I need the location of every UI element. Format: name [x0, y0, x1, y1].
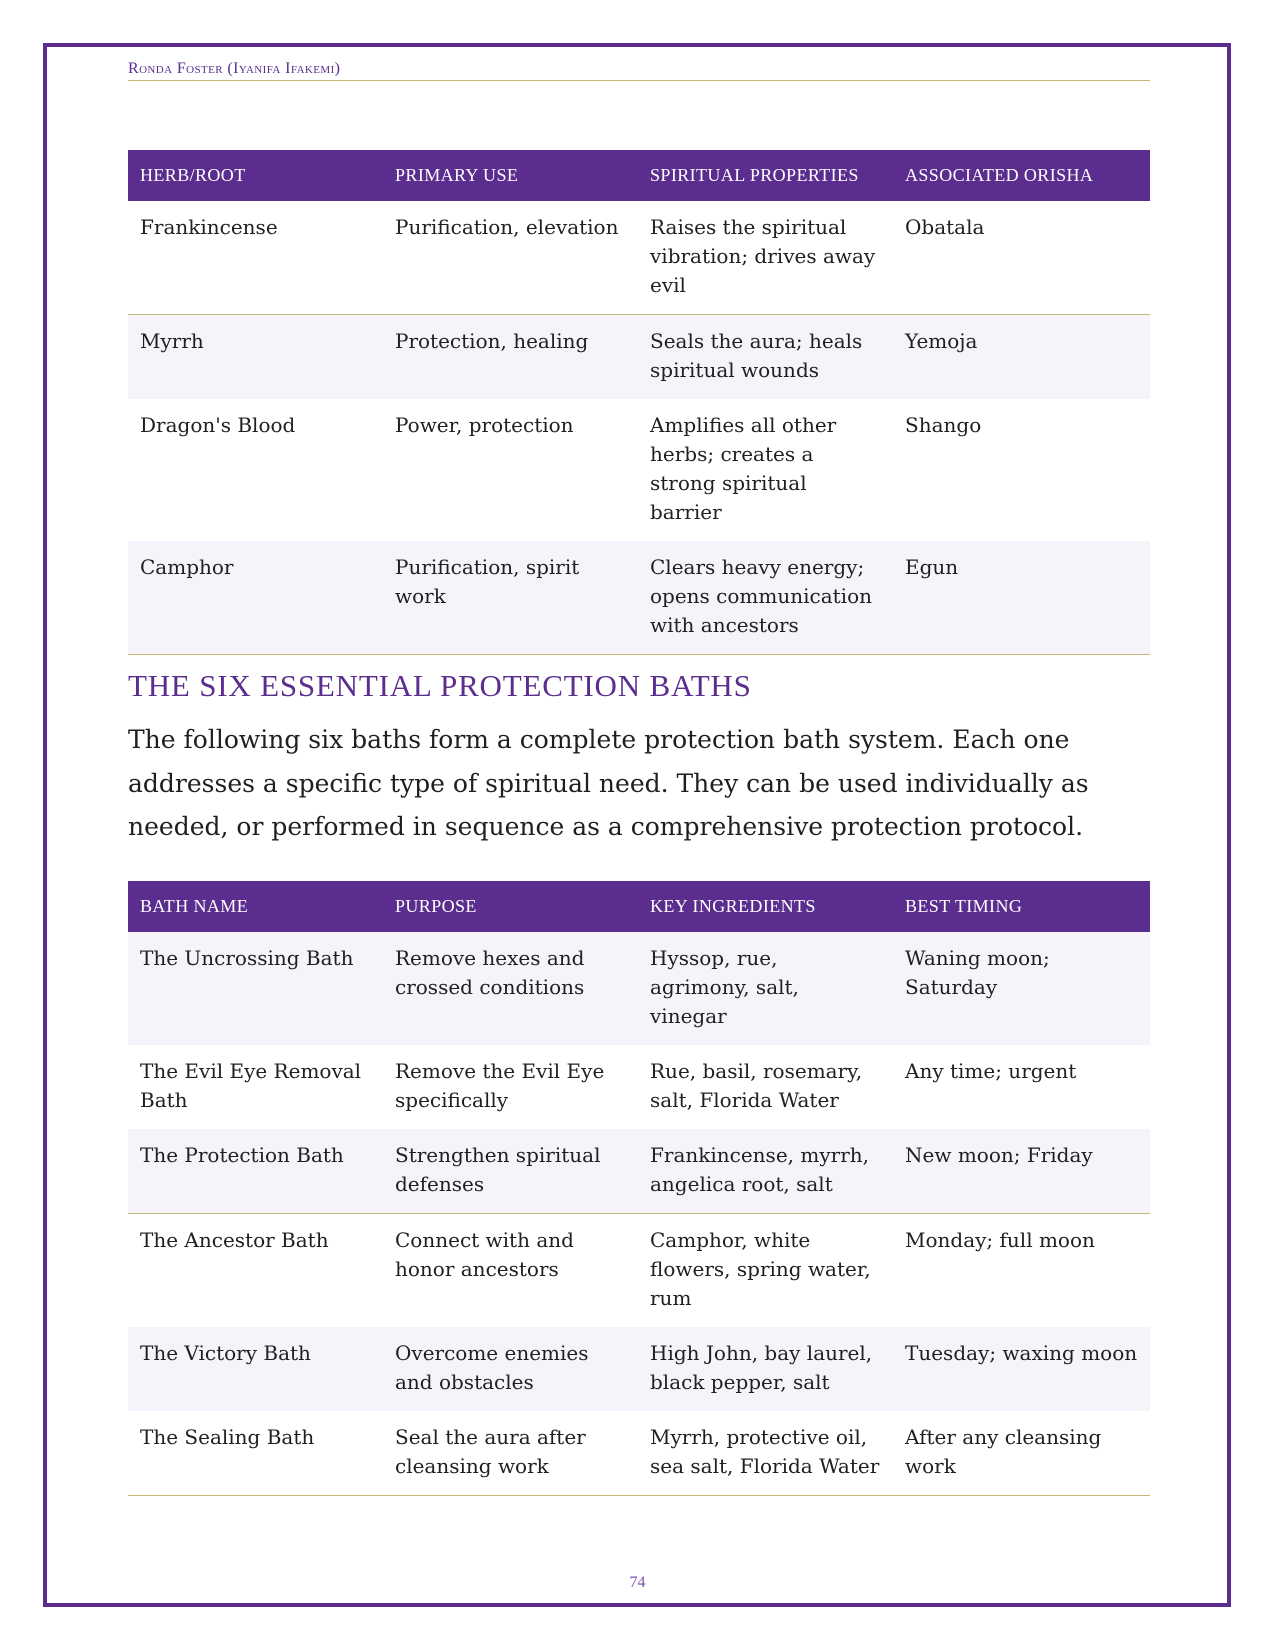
table-cell: The Sealing Bath — [128, 1411, 383, 1496]
table-row — [128, 1411, 1150, 1496]
table-cell: Frankincense — [128, 201, 383, 315]
table-cell: Rue, basil, rosemary, salt, Florida Water — [650, 1059, 863, 1112]
table-cell: New moon; Friday — [893, 1129, 1150, 1214]
table-row — [128, 1327, 1150, 1411]
table-cell: Purification, elevation — [383, 201, 638, 315]
table-cell: Seal the aura after cleansing work — [383, 1411, 638, 1496]
table-cell: Purification, spirit work — [383, 541, 638, 655]
table-row — [128, 932, 1150, 1045]
table-cell: Camphor, white flowers, spring water, rum — [650, 1228, 871, 1310]
table-cell: Obatala — [893, 201, 1150, 315]
column-header-bath-name: BATH NAME — [128, 881, 383, 932]
table-row — [128, 1045, 1150, 1129]
table-cell: Amplifies all other herbs; creates a strong spiritual barrier — [650, 413, 837, 524]
section-heading: THE SIX ESSENTIAL PROTECTION BATHS — [128, 668, 752, 703]
table-cell: Remove hexes and crossed conditions — [383, 932, 638, 1045]
table-cell: The Victory Bath — [128, 1327, 383, 1411]
table-cell: Seals the aura; heals spiritual wounds — [638, 315, 893, 400]
table-cell: Frankincense, myrrh, angelica root, salt — [638, 1129, 893, 1214]
table-cell: Clears heavy energy; opens communication with ancestors — [638, 541, 893, 655]
table-cell: High John, bay laurel, black pepper, salt — [638, 1327, 893, 1411]
table-cell: After any cleansing work — [893, 1411, 1150, 1496]
table-cell: Myrrh — [128, 315, 383, 400]
table-header-row — [128, 881, 1150, 932]
column-header-best-timing: BEST TIMING — [893, 881, 1150, 932]
column-header-purpose: PURPOSE — [383, 881, 638, 932]
table-row — [128, 315, 1150, 400]
table-cell: Myrrh, protective oil, sea salt, Florida Water — [638, 1411, 893, 1496]
column-header-herb: HERB/ROOT — [128, 150, 383, 201]
table-cell: The Ancestor Bath — [140, 1228, 329, 1252]
table-row — [128, 201, 1150, 315]
column-header-primary-use: PRIMARY USE — [383, 150, 638, 201]
table-header-row — [128, 150, 1150, 201]
table-row — [128, 1214, 1150, 1328]
table-cell: Camphor — [128, 541, 383, 655]
table-cell: Connect with and honor ancestors — [395, 1228, 574, 1281]
table-row — [128, 399, 1150, 541]
column-header-orisha: ASSOCIATED ORISHA — [893, 150, 1150, 201]
column-header-spiritual-properties: SPIRITUAL PROPERTIES — [638, 150, 893, 201]
table-cell: Shango — [905, 413, 982, 437]
table-cell: Overcome enemies and obstacles — [383, 1327, 638, 1411]
herb-table — [128, 150, 1150, 655]
table-cell: Strengthen spiritual defenses — [383, 1129, 638, 1214]
table-cell: Dragon's Blood — [140, 413, 296, 437]
table-cell: Monday; full moon — [905, 1228, 1095, 1252]
intro-paragraph: The following six baths form a complete protection bath system. Each one addresses a specific type of spiritual need. They can be used individually as needed, or performed in sequence as a comprehensive protection protocol. — [128, 725, 1089, 841]
table-cell: Any time; urgent — [905, 1059, 1077, 1083]
table-row — [128, 1129, 1150, 1214]
table-cell: Tuesday; waxing moon — [893, 1327, 1150, 1411]
table-cell: The Protection Bath — [128, 1129, 383, 1214]
running-header: Ronda Foster (Iyanifa Ifakemi) — [128, 60, 1150, 81]
table-cell: Power, protection — [395, 413, 574, 437]
table-cell: Waning moon; Saturday — [893, 932, 1150, 1045]
table-cell: Remove the Evil Eye specifically — [395, 1059, 605, 1112]
table-cell: Protection, healing — [383, 315, 638, 400]
page-number: 74 — [629, 1574, 646, 1591]
table-cell: The Evil Eye Removal Bath — [140, 1059, 362, 1112]
table-cell: Hyssop, rue, agrimony, salt, vinegar — [638, 932, 893, 1045]
table-cell: The Uncrossing Bath — [128, 932, 383, 1045]
table-cell: Raises the spiritual vibration; drives away evil — [638, 201, 893, 315]
table-cell: Yemoja — [893, 315, 1150, 400]
bath-table — [128, 881, 1150, 1496]
table-row — [128, 541, 1150, 655]
table-cell: Egun — [893, 541, 1150, 655]
column-header-key-ingredients: KEY INGREDIENTS — [638, 881, 893, 932]
